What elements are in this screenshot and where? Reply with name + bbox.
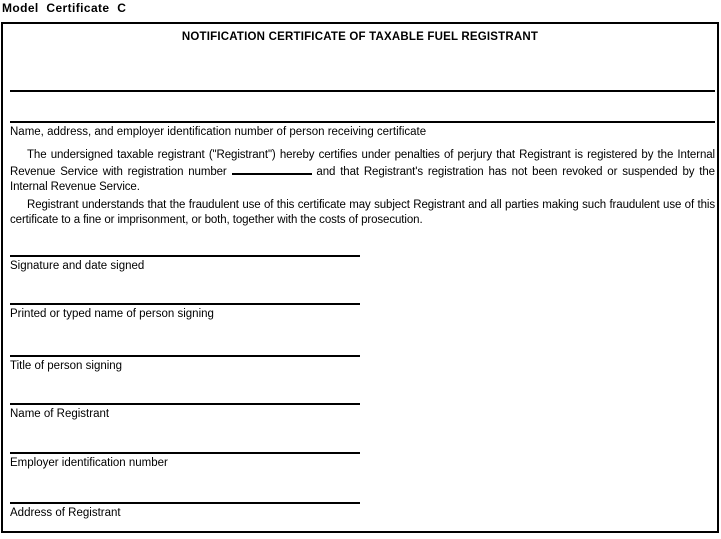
- printed-name-label: Printed or typed name of person signing: [10, 308, 214, 320]
- ein-field: [10, 452, 360, 470]
- recipient-fill-line-1[interactable]: [10, 90, 715, 92]
- recipient-fill-line-2[interactable]: [10, 121, 715, 123]
- registration-number-field[interactable]: [232, 163, 312, 175]
- registrant-address-field: [10, 502, 360, 520]
- certification-text-before-blank: The undersigned taxable registrant ("Registrant") hereby certifies under penalties of perjury that Registrant is registered by the Internal Revenue Service with registration number: [10, 149, 715, 178]
- signature-date-label: Signature and date signed: [10, 260, 145, 272]
- fraud-warning-paragraph: Registrant understands that the fraudulent use of this certificate may subject Registrant and all parties making such fraudulent use of this certificate to a fine or imprisonment, or both, together with the costs of prosecution.: [10, 199, 715, 226]
- certification-paragraph: [10, 148, 715, 195]
- title-of-signer-label: Title of person signing: [10, 360, 123, 372]
- registrant-name-label: Name of Registrant: [10, 408, 110, 420]
- registrant-address-label: Address of Registrant: [10, 507, 121, 519]
- printed-name-field: [10, 303, 360, 321]
- title-of-signer-field: [10, 355, 360, 373]
- certification-text-after-blank: and that Registrant's registration has not been revoked or suspended by the Internal Revenue Service.: [10, 166, 715, 193]
- certificate-box: [1, 22, 719, 533]
- certificate-heading: NOTIFICATION CERTIFICATE OF TAXABLE FUEL REGISTRANT: [181, 31, 539, 43]
- signature-date-field: [10, 255, 360, 273]
- ein-label: Employer identification number: [10, 457, 168, 469]
- document-title: Model Certificate C: [2, 1, 127, 15]
- recipient-label: Name, address, and employer identification number of person receiving certificate: [10, 126, 427, 138]
- registrant-name-field: [10, 403, 360, 421]
